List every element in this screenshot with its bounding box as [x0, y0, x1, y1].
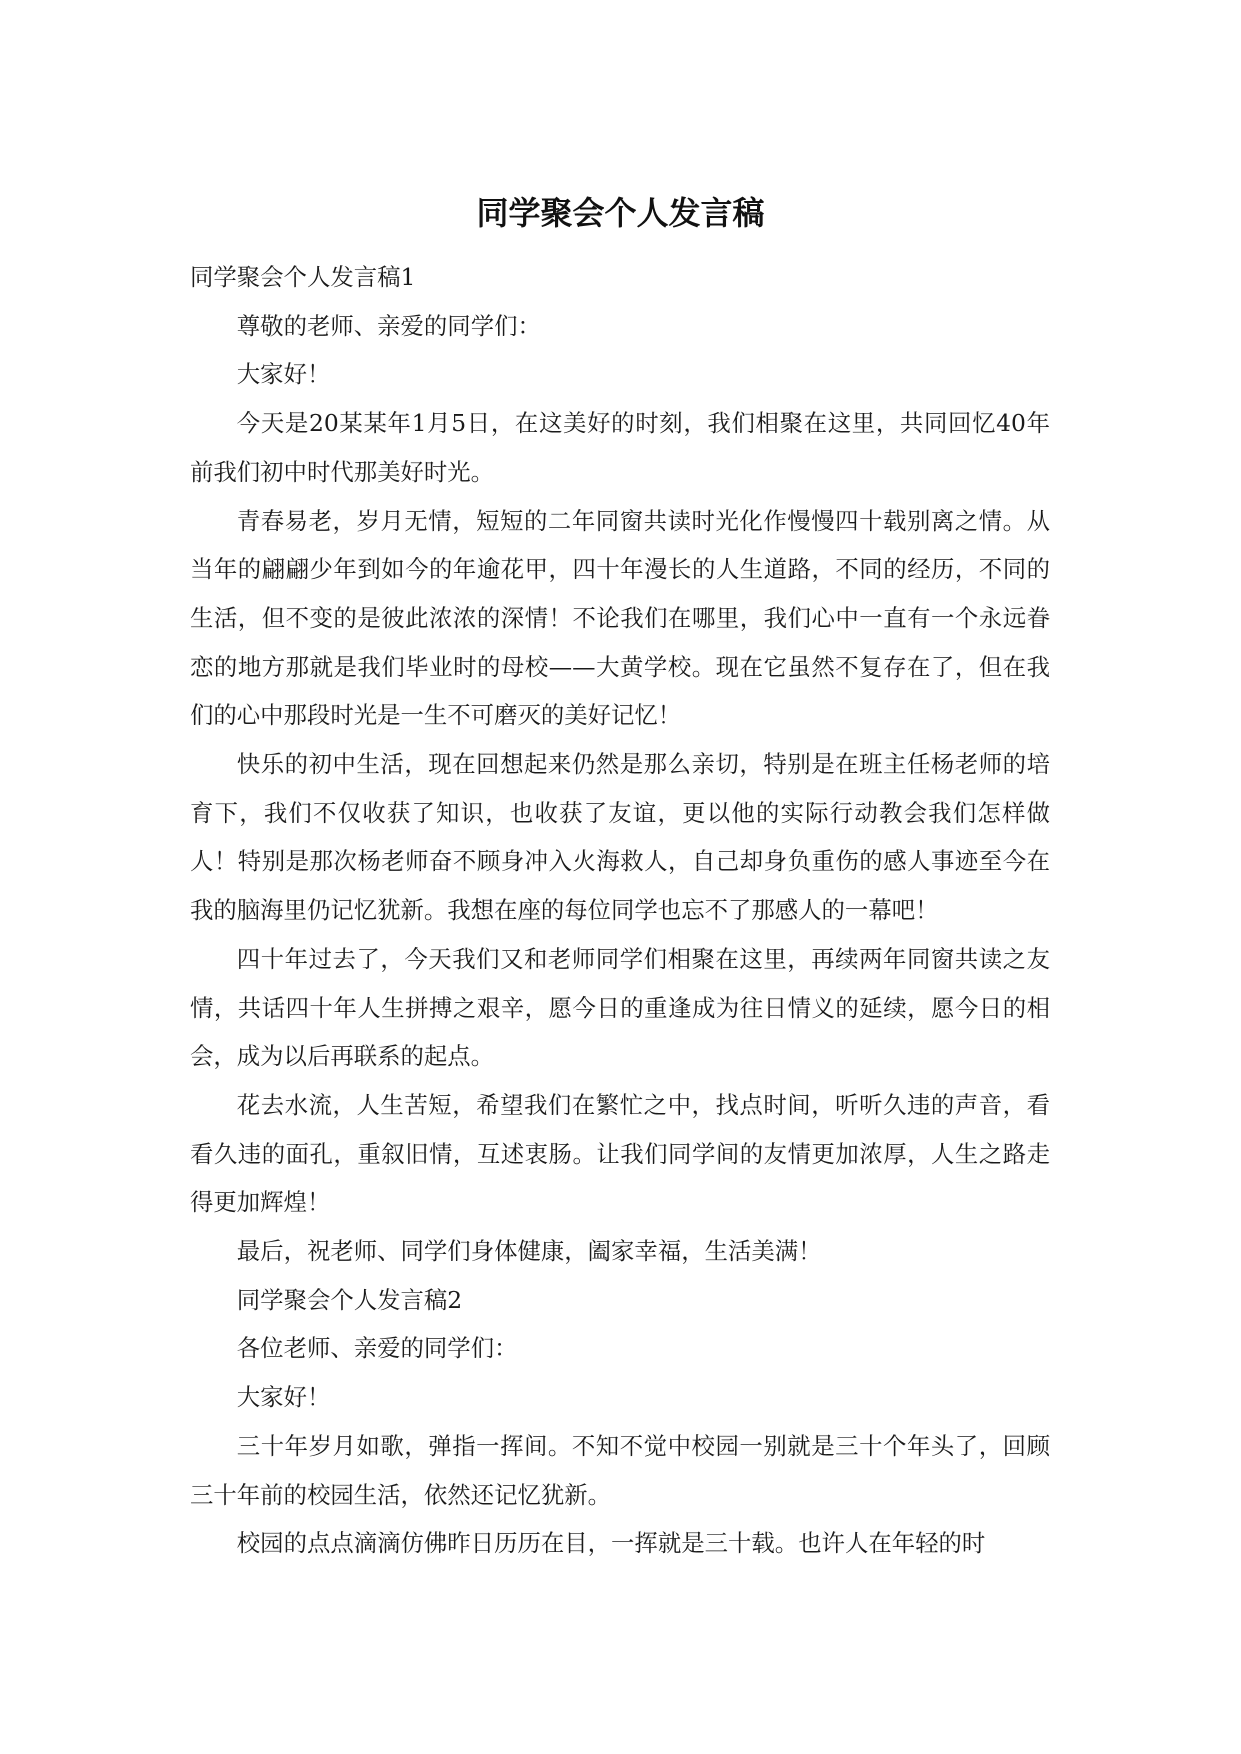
greeting: 大家好！	[236, 360, 331, 389]
closing-paragraph: 最后，祝老师、同学们身体健康，阖家幸福，生活美满！	[236, 1237, 822, 1266]
body-paragraph: 四十年过去了，今天我们又和老师同学们相聚在这里，再续两年同窗共读之友情，共话四十年人生拼搏之艰辛，愿今日的重逢成为往日情义的延续，愿今日的相会，成为以后再联系的起点。	[190, 944, 1050, 1071]
body-paragraph: 三十年岁月如歌，弹指一挥间。不知不觉中校园一别就是三十个年头了，回顾三十年前的校园生活，依然还记忆犹新。	[190, 1431, 1050, 1509]
document-body	[190, 253, 1050, 1568]
greeting: 大家好！	[236, 1383, 331, 1412]
salutation: 尊敬的老师、亲爱的同学们：	[236, 311, 541, 340]
document-title: 同学聚会个人发言稿	[476, 194, 765, 232]
section-heading-1: 同学聚会个人发言稿1	[190, 263, 416, 291]
section-heading-2: 同学聚会个人发言稿2	[236, 1285, 463, 1314]
salutation: 各位老师、亲爱的同学们：	[236, 1334, 518, 1363]
body-paragraph: 今天是20某某年1月5日，在这美好的时刻，我们相聚在这里，共同回忆40年前我们初中时代那美好时光。	[190, 409, 1050, 486]
body-paragraph: 花去水流，人生苦短，希望我们在繁忙之中，找点时间，听听久违的声音，看看久违的面孔，重叙旧情，互述衷肠。让我们同学间的友情更加浓厚，人生之路走得更加辉煌！	[190, 1090, 1050, 1217]
body-paragraph: 校园的点点滴滴仿佛昨日历历在目，一挥就是三十载。也许人在年轻的时	[236, 1529, 986, 1558]
body-paragraph: 青春易老，岁月无情，短短的二年同窗共读时光化作慢慢四十载别离之情。从当年的翩翩少年到如今的年逾花甲，四十年漫长的人生道路，不同的经历，不同的生活，但不变的是彼此浓浓的深情！不论我们在哪里，我们心中一直有一个永远眷恋的地方那就是我们毕业时的母校——大黄学校。现在它虽然不复存在了，但在我们的心中那段时光是一生不可磨灭的美好记忆！	[190, 506, 1050, 730]
body-paragraph: 快乐的初中生活，现在回想起来仍然是那么亲切，特别是在班主任杨老师的培育下，我们不仅收获了知识，也收获了友谊，更以他的实际行动教会我们怎样做人！特别是那次杨老师奋不顾身冲入火海救人，自己却身负重伤的感人事迹至今在我的脑海里仍记忆犹新。我想在座的每位同学也忘不了那感人的一幕吧！	[190, 750, 1050, 925]
